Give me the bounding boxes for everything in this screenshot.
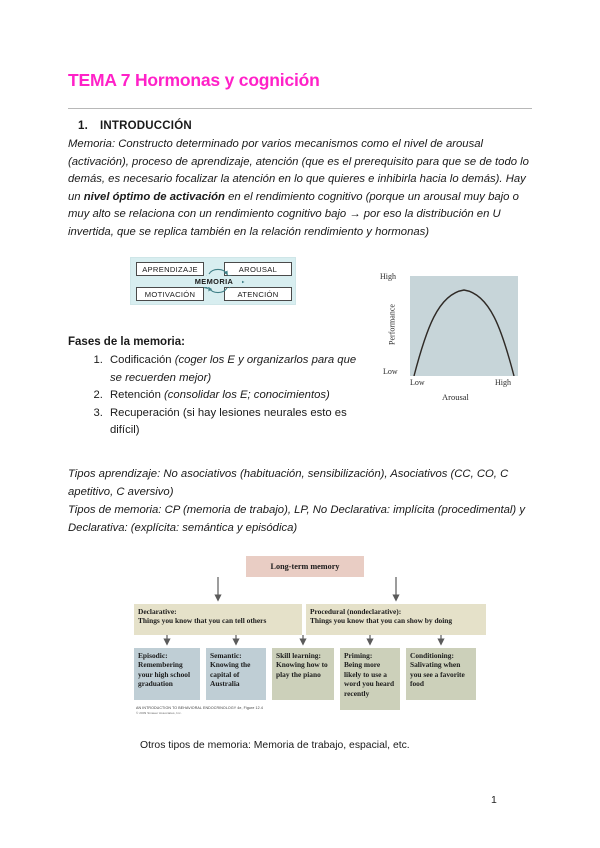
performance-arousal-chart — [370, 268, 530, 406]
fase-label-2: Retención — [110, 389, 165, 402]
intro-text-1: Memoria: Constructo determinado por varios mecanismos como el nivel de arousal (activación), proceso de aprendizaje, atención (que es el prerequisito para que se de todo lo demás, es necesario focalizar la atención en lo que quieres e inhibirla hacia lo demás). Hay un — [68, 138, 529, 203]
cycle-node-aprendizaje: APRENDIZAJE — [136, 262, 204, 276]
cycle-node-arousal: AROUSAL — [224, 262, 292, 276]
cycle-node-atencion: ATENCIÓN — [224, 287, 292, 301]
list-item — [106, 352, 362, 387]
taxonomy-root-box: Long-term memory — [246, 556, 364, 577]
leaf-title: Skill learning: — [276, 651, 321, 660]
taxonomy-leaf-episodic — [134, 648, 200, 700]
chart-yaxis-label: Performance — [387, 304, 397, 345]
fases-heading: Fases de la memoria: — [68, 336, 185, 348]
chart-ytick-high: High — [380, 272, 396, 281]
memory-taxonomy-figure — [134, 556, 486, 724]
branch-desc: Things you know that you can tell others — [138, 616, 267, 626]
list-item — [106, 387, 362, 405]
leaf-desc: Remembering your high school graduation — [138, 660, 191, 689]
taxonomy-branch-declarative — [134, 604, 302, 635]
figure-credit-line1: AN INTRODUCTION TO BEHAVIORAL ENDOCRINOLOGY 4e, Figure 12.4 — [136, 706, 263, 710]
branch-desc: Things you know that you can show by doing — [310, 616, 453, 626]
memory-cycle-diagram — [130, 257, 296, 305]
branch-title: Declarative: — [138, 607, 177, 616]
taxonomy-leaf-priming — [340, 648, 400, 710]
leaf-desc: Knowing how to play the piano — [276, 660, 328, 679]
leaf-title: Semantic: — [210, 651, 242, 660]
figure-credit — [136, 706, 263, 716]
leaf-desc: Knowing the capital of Australia — [210, 660, 251, 689]
leaf-title: Conditioning: — [410, 651, 454, 660]
section-title: INTRODUCCIÓN — [100, 120, 192, 132]
fase-label-3: Recuperación (si hay lesiones neurales esto es difícil) — [110, 406, 347, 437]
intro-paragraph — [68, 136, 536, 242]
page-title: TEMA 7 Hormonas y cognición — [68, 70, 320, 90]
footer-note: Otros tipos de memoria: Memoria de trabajo, espacial, etc. — [140, 740, 410, 751]
page-number: 1 — [491, 794, 497, 806]
taxonomy-leaf-conditioning — [406, 648, 476, 700]
chart-xtick-high: High — [495, 378, 511, 387]
figure-credit-line2: © 2009 Sinauer Associates, Inc. — [136, 711, 182, 715]
taxonomy-leaf-skill-learning — [272, 648, 334, 700]
leaf-desc: Being more likely to use a word you heard recently — [344, 660, 395, 698]
fase-note-1: (coger los E y organizarlos para que se recuerden mejor) — [110, 354, 357, 384]
leaf-title: Priming: — [344, 651, 373, 660]
chart-curve — [410, 276, 518, 376]
taxonomy-leaf-semantic — [206, 648, 266, 700]
chart-xaxis-label: Arousal — [442, 392, 469, 402]
fase-note-2: (consolidar los E; conocimientos) — [164, 389, 330, 402]
intro-text-2: en el rendimiento cognitivo (porque un arousal muy bajo o muy alto se relaciona con un rendimiento cognitivo bajo → por eso la distribución en U invertida, que se replica también en la relación rendimiento y hormonas) — [68, 190, 519, 238]
leaf-title: Episodic: — [138, 651, 168, 660]
fase-label-1: Codificación — [110, 354, 175, 366]
title-divider — [68, 108, 532, 109]
tipos-aprendizaje-paragraph: Tipos aprendizaje: No asociativos (habituación, sensibilización), Asociativos (CC, CO, C apetitivo, C aversivo) — [68, 468, 509, 498]
taxonomy-branch-procedural — [306, 604, 486, 635]
branch-title: Procedural (nondeclarative): — [310, 607, 402, 616]
fases-list — [82, 352, 362, 440]
list-item — [106, 405, 362, 440]
tipos-memoria-paragraph: Tipos de memoria: CP (memoria de trabajo), LP, No Declarativa: implícita (procedimental) y Declarativa: (explícita: semántica y episódica) — [68, 504, 525, 534]
section-heading — [78, 120, 192, 132]
section-number: 1. — [78, 120, 88, 132]
cycle-node-memoria: MEMORIA — [186, 276, 242, 287]
chart-ytick-low: Low — [383, 367, 398, 376]
cycle-node-motivacion: MOTIVACIÓN — [136, 287, 204, 301]
chart-xtick-low: Low — [410, 378, 425, 387]
chart-plot-area — [410, 276, 518, 376]
intro-bold-phrase: nivel óptimo de activación — [83, 190, 225, 203]
leaf-desc: Salivating when you see a favorite food — [410, 660, 465, 689]
